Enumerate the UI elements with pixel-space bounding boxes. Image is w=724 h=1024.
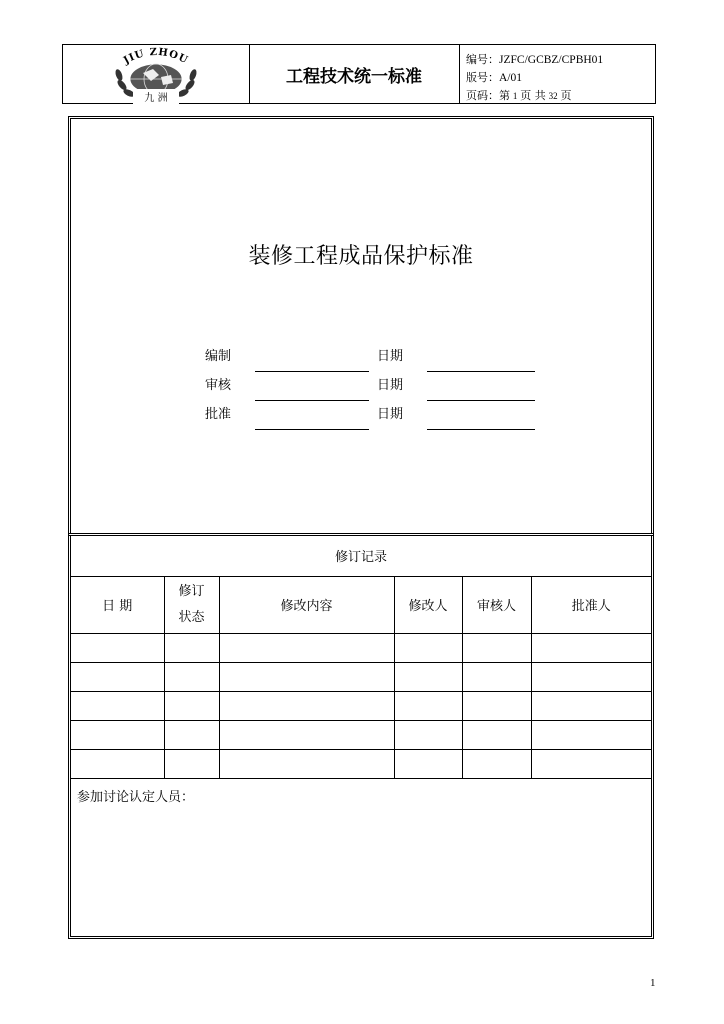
review-date-line[interactable] — [427, 400, 535, 401]
col-date: 日 期 — [71, 576, 164, 633]
logo-cell — [63, 45, 250, 103]
table-row — [71, 749, 651, 778]
revision-record-panel — [68, 533, 654, 939]
page-title: 装修工程成品保护标准 — [248, 244, 474, 269]
page-number: 1 — [650, 977, 656, 989]
compile-date-line[interactable] — [427, 371, 535, 372]
revision-table — [71, 536, 651, 779]
document-code: JZFC/GCBZ/CPBH01 — [499, 54, 604, 66]
participants-label: 参加讨论认定人员： — [77, 790, 195, 805]
approve-signature-line[interactable] — [255, 429, 369, 430]
document-version: A/01 — [499, 72, 522, 84]
revision-table-caption: 修订记录 — [71, 536, 651, 576]
logo-arc-text: JIU ZHOU — [121, 46, 190, 67]
col-status: 修订 状态 — [164, 576, 219, 633]
revision-header-row — [71, 576, 651, 633]
approve-date-label: 日期 — [377, 407, 404, 422]
col-content: 修改内容 — [219, 576, 394, 633]
logo-sub-text: 九 洲 — [133, 89, 179, 104]
approve-date-line[interactable] — [427, 429, 535, 430]
page-total: 32 — [548, 91, 558, 101]
review-date-label: 日期 — [377, 378, 404, 393]
compile-signature-line[interactable] — [255, 371, 369, 372]
document-meta — [460, 45, 655, 103]
approve-label: 批准 — [205, 407, 232, 422]
document-type-title: 工程技术统一标准 — [249, 45, 460, 103]
cover-panel — [68, 116, 654, 536]
table-row — [71, 633, 651, 662]
table-row — [71, 662, 651, 691]
col-approver: 批准人 — [531, 576, 651, 633]
compile-date-label: 日期 — [377, 349, 404, 364]
document-version-line: 版号：A/01 — [466, 71, 522, 84]
review-signature-line[interactable] — [255, 400, 369, 401]
page-current: 1 — [512, 91, 518, 101]
page-info-line: 页码：第 1 页 共 32 页 — [466, 89, 572, 102]
review-label: 审核 — [205, 378, 232, 393]
document-header — [62, 44, 656, 104]
compile-label: 编制 — [205, 349, 232, 364]
document-code-line: 编号：JZFC/GCBZ/CPBH01 — [466, 53, 604, 66]
col-reviewer: 审核人 — [462, 576, 531, 633]
col-modifier: 修改人 — [394, 576, 462, 633]
table-row — [71, 691, 651, 720]
table-row — [71, 720, 651, 749]
